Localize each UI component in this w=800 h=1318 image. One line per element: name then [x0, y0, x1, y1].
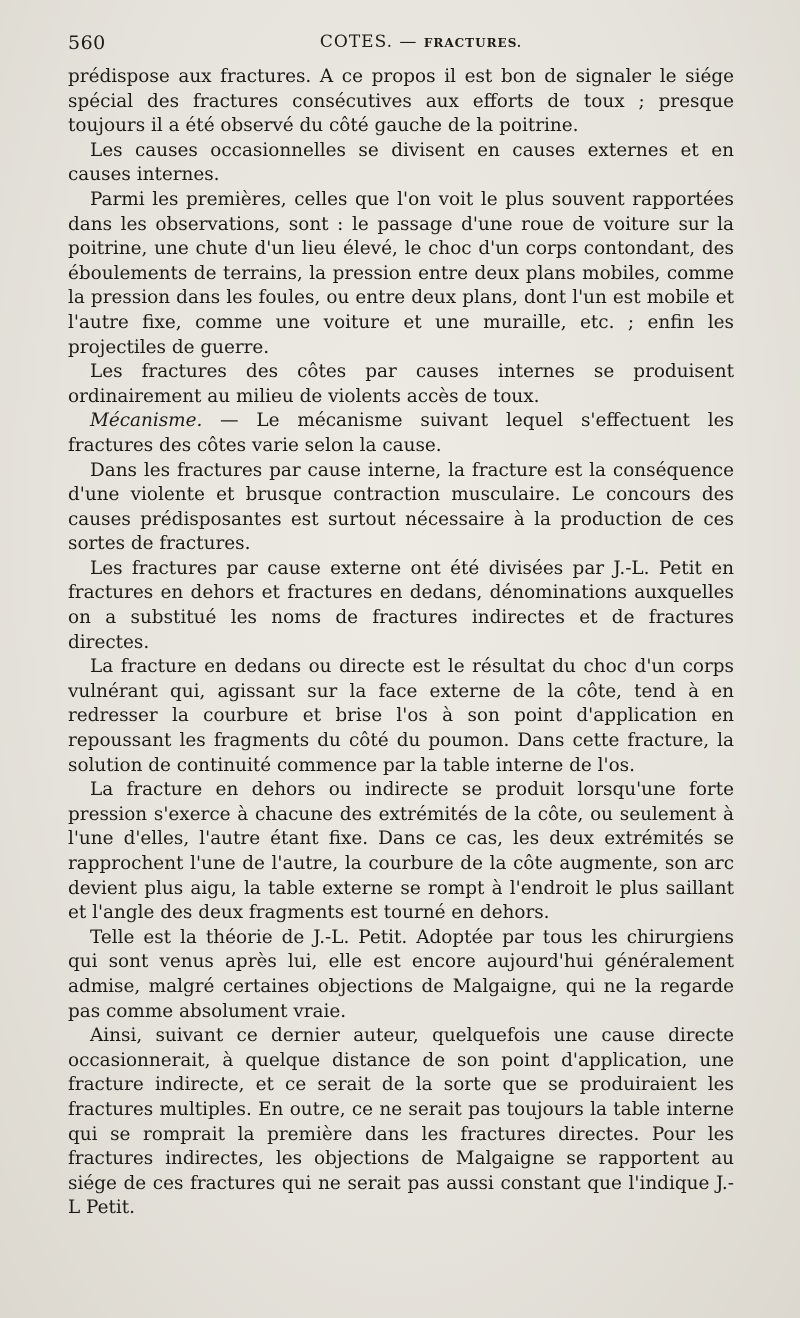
paragraph-causes-occasionnelles: Les causes occasionnelles se divisent en causes externes et en causes internes. [68, 139, 734, 186]
paragraph-causes-internes: Les fractures des côtes par causes internes se produisent ordinairement au milieu de violents accès de toux. [68, 361, 734, 407]
running-head [68, 32, 734, 52]
paragraph-theorie-petit: Telle est la théorie de J.-L. Petit. Adoptée par tous les chirurgiens qui sont venus après lui, elle est encore aujourd'hui généralement admise, malgré certaines objections de Malgaigne, qui ne la regarde pas comme absolument vraie. [68, 926, 734, 1022]
paragraph-causes-externes: Parmi les premières, celles que l'on voit le plus souvent rapportées dans les observations, sont : le passage d'une roue de voiture sur la poitrine, une chute d'un lieu élevé, le choc d'un corps contondant, des éboulements de terrains, la pression entre deux plans mobiles, comme la pression dans les foules, ou entre deux plans, dont l'un est mobile et l'autre fixe, comme une voiture et une muraille, etc. ; enfin les projectiles de guerre. [68, 188, 734, 358]
paragraph-objections-malgaigne: Ainsi, suivant ce dernier auteur, quelquefois une cause directe occasionnerait, à quelque distance de son point d'application, une fracture indirecte, et ce serait de la sorte que se produiraient les fractures multiples. En outre, ce ne serait pas toujours la table interne qui se romprait la première dans les fractures directes. Pour les fractures indirectes, les objections de Malgaigne se rapportent au siége de ces fractures qui ne serait pas aussi constant que l'indique J.-L Petit. [68, 1025, 734, 1219]
page-header [68, 32, 734, 58]
running-head-sub: FRACTURES. [423, 36, 523, 50]
paragraph-cause-externe: Les fractures par cause externe ont été divisées par J.-L. Petit en fractures en dehors et fractures en dedans, dénominations auxquelles on a substitué les noms de fractures indirectes et de fractures directes. [68, 557, 734, 653]
running-head-main: COTES. [319, 32, 394, 52]
paragraph-mecanisme [68, 409, 734, 458]
paragraph-fracture-indirecte: La fracture en dehors ou indirecte se produit lorsqu'une forte pression s'exerce à chacune des extrémités de la côte, ou seulement à l'une d'elles, l'autre étant fixe. Dans ce cas, les deux extrémités se rapprochent l'une de l'autre, la courbure de la côte augmente, son arc devient plus aigu, la table externe se rompt à l'endroit le plus saillant et l'angle des deux fragments est tourné en dehors. [68, 779, 734, 924]
paragraph-continuation: prédispose aux fractures. A ce propos il est bon de signaler le siége spécial des fractures consécutives aux efforts de toux ; presque toujours il a été observé du côté gauche de la poitrine. [68, 66, 734, 137]
page-number: 560 [68, 32, 106, 54]
paragraph-fracture-directe: La fracture en dedans ou directe est le résultat du choc d'un corps vulnérant qui, agissant sur la face externe de la côte, tend à en redresser la courbure et brise l'os à son point d'application en repoussant les fragments du côté du poumon. Dans cette fracture, la solution de continuité commence par la table interne de l'os. [68, 656, 734, 776]
section-heading-mecanisme: Mécanisme. [90, 410, 203, 432]
paragraph-mecanisme-text: — Le mécanisme suivant lequel s'effectuent les fractures des côtes varie selon la cause. [68, 410, 734, 456]
paragraph-cause-interne: Dans les fractures par cause interne, la fracture est la conséquence d'une violente et brusque contraction musculaire. Le concours des causes prédisposantes est surtout nécessaire à la production de ces sortes de fractures. [68, 459, 734, 555]
running-head-dash: — [393, 32, 424, 52]
body-text [68, 65, 734, 1221]
